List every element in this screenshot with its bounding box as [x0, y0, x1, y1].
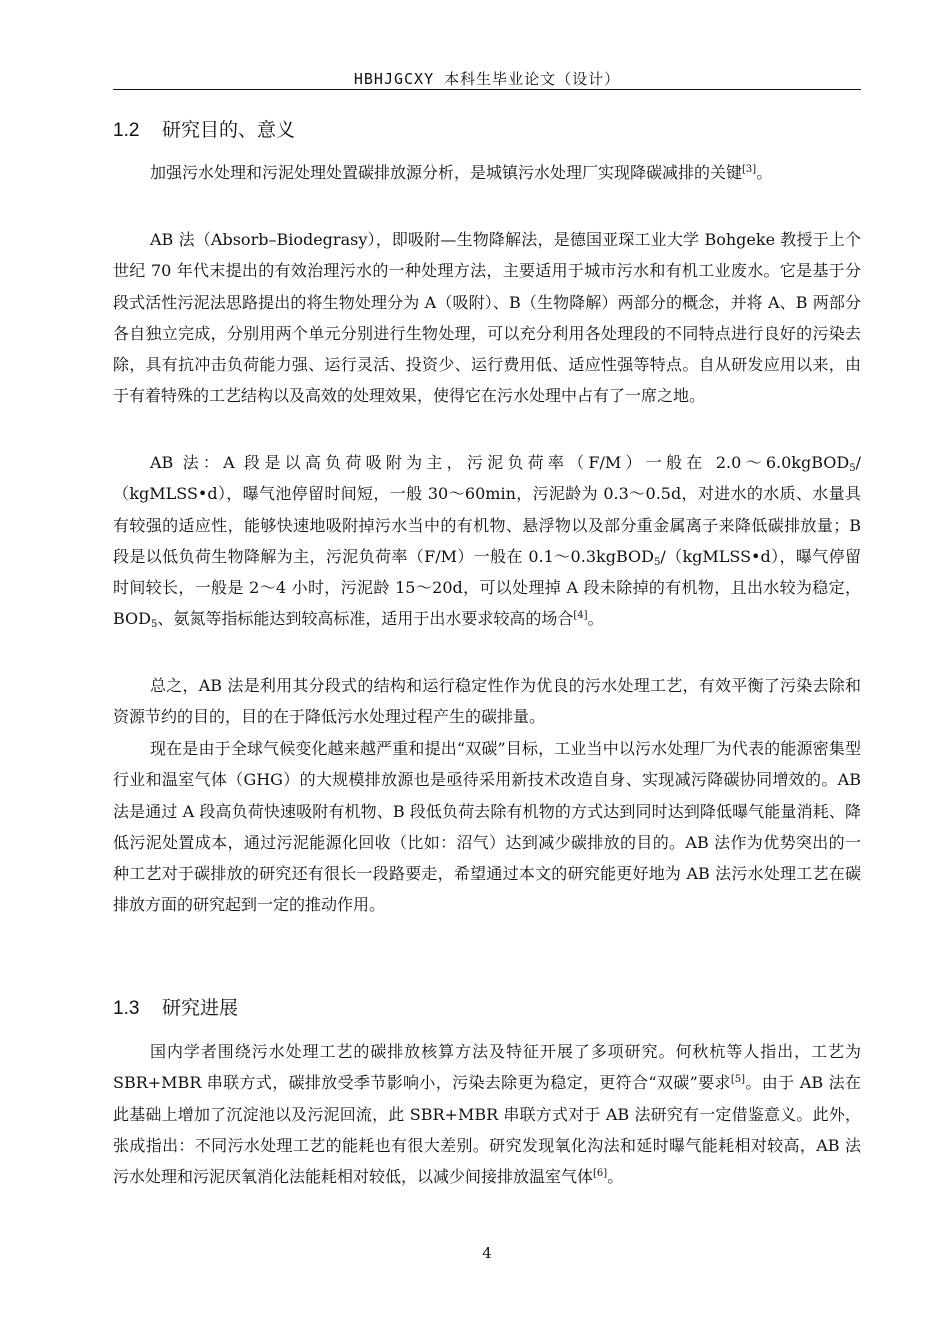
citation: [4] — [573, 610, 588, 622]
citation: [3] — [742, 164, 757, 175]
paragraph-text: /（kgMLSS•d），曝气池停留时间短，一般 30～60min，污泥龄为 0.3～0.5d，对进水的水质、水量具有较强的适应性，能够快速地吸附掉污水当中的有机物、悬浮物以及部分重金属离子来降低碳排放量；B 段是以低负荷生物降解为主，污泥负荷率（F/M）一般在 0.1～0.3kgBOD — [113, 453, 861, 566]
citation: [5] — [730, 1074, 746, 1086]
paragraph-text: AB 法：A 段是以高负荷吸附为主，污泥负荷率（F/M）一般在 2.0～6.0kgBOD — [150, 453, 850, 472]
paragraph-text: 。由于 AB 法在此基础上增加了沉淀池以及污泥回流，此 SBR+MBR 串联方式对于 AB 法研究有一定借鉴意义。此外，张成指出：不同污水处理工艺的能耗也有很大差别。研究发现氧化沟法和延时曝气能耗相对较高，AB 法污水处理和污泥厌氧消化法能耗相对较低，以减少间接排放温室气体 — [113, 1073, 861, 1187]
paragraph — [113, 733, 861, 921]
running-header: HBHJGCXY 本科生毕业论文（设计） — [353, 70, 621, 88]
section-title: 研究目的、意义 — [162, 120, 296, 141]
page-number: 4 — [482, 1244, 492, 1262]
section-number: 1.2 — [113, 120, 140, 141]
header-rule — [113, 89, 861, 90]
paragraph-text: 国内学者围绕污水处理工艺的碳排放核算方法及特征开展了多项研究。何秋杭等人指出，工艺为 SBR+MBR 串联方式，碳排放受季节影响小，污染去除更为稳定，更符合“双碳”要求 — [113, 1042, 861, 1093]
paragraph — [113, 157, 861, 188]
subscript: 5 — [653, 556, 661, 568]
subscript: 5 — [849, 463, 856, 474]
paragraph — [113, 670, 861, 733]
paragraph-text: /（kgMLSS•d），曝气停留时间较长，一般是 2～4 小时，污泥龄 15～20d，可以处理掉 A 段未除掉的有机物，且出水较为稳定，BOD — [113, 546, 861, 629]
paragraph-text: 加强污水处理和污泥处理处置碳排放源分析，是城镇污水处理厂实现降碳减排的关键 — [150, 163, 743, 182]
paragraph-text: 。 — [756, 163, 773, 182]
section-heading-1-2 — [113, 118, 861, 144]
paragraph-text: 。 — [587, 609, 604, 629]
paragraph — [113, 1036, 861, 1192]
subscript: 5 — [151, 619, 158, 631]
citation: [6] — [593, 1168, 608, 1180]
paragraph-text: 。 — [607, 1167, 624, 1187]
section-heading-1-3 — [113, 996, 861, 1022]
section-number: 1.3 — [113, 998, 140, 1019]
paragraph-text: AB 法（Absorb–Biodegrasy），即吸附—生物降解法，是德国亚琛工业大学 Bohgeke 教授于上个世纪 70 年代末提出的有效治理污水的一种处理方法，主要适用于城市污水和有机工业废水。它是基于分段式活性污泥法思路提出的将生物处理分为 A（吸附）、B（生物降解）两部分的概念，并将 A、B 两部分各自独立完成，分别用两个单元分别进行生物处理，可以充分利用各处理段的不同特点进行良好的污染去除，具有抗冲击负荷能力强、运行灵活、投资少、运行费用低、适应性强等特点。自从研发应用以来，由于有着特殊的工艺结构以及高效的处理效果，使得它在污水处理中占有了一席之地。 — [113, 230, 861, 406]
paragraph-text: 总之，AB 法是利用其分段式的结构和运行稳定性作为优良的污水处理工艺，有效平衡了污染去除和资源节约的目的，目的在于降低污水处理过程产生的碳排量。 — [113, 676, 861, 727]
section-title: 研究进展 — [162, 998, 239, 1019]
paragraph-text: 、氨氮等指标能达到较高标准，适用于出水要求较高的场合 — [157, 609, 574, 629]
paragraph — [113, 447, 861, 635]
paragraph — [113, 224, 861, 412]
paragraph-text: 现在是由于全球气候变化越来越严重和提出“双碳”目标，工业当中以污水处理厂为代表的能源密集型行业和温室气体（GHG）的大规模排放源也是亟待采用新技术改造自身、实现减污降碳协同增效的。AB 法是通过 A 段高负荷快速吸附有机物、B 段低负荷去除有机物的方式达到同时达到降低曝气能量消耗、降低污泥处置成本，通过污泥能源化回收（比如：沼气）达到减少碳排放的目的。AB 法作为优势突出的一种工艺对于碳排放的研究还有很长一段路要走，希望通过本文的研究能更好地为 AB 法污水处理工艺在碳排放方面的研究起到一定的推动作用。 — [113, 739, 861, 915]
